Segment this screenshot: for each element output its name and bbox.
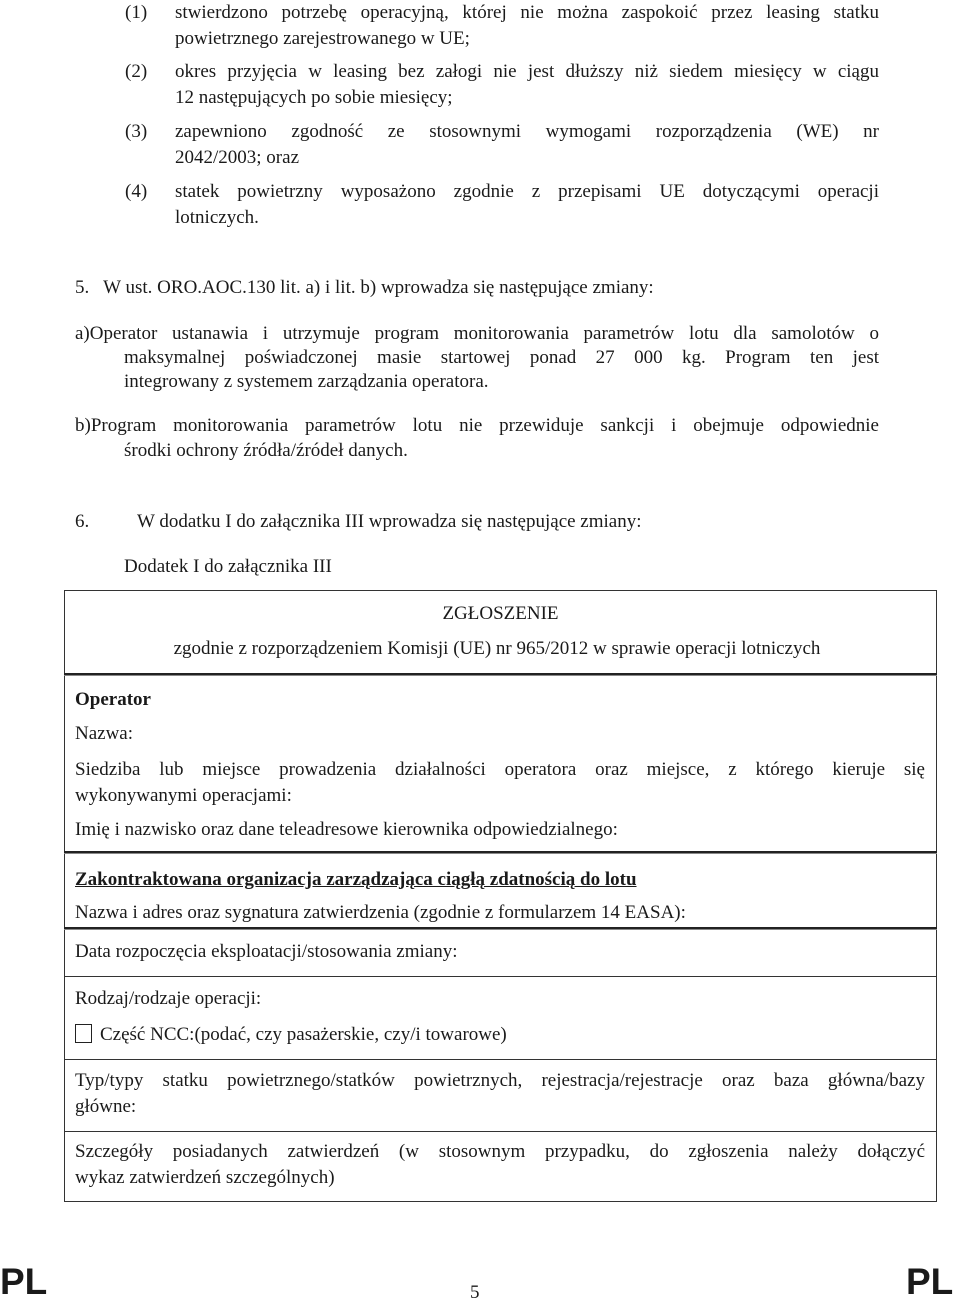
accountable-manager-label: Imię i nazwisko oraz dane teleadresowe kierownika odpowiedzialnego: (75, 819, 618, 840)
list-item-text: statek powietrzny wyposażono zgodnie z przepisami UE dotyczącymi operacji (175, 181, 879, 202)
approvals-label: Szczegóły posiadanych zatwierdzeń (w stosownym przypadku, do zgłoszenia należy dołączyć (75, 1141, 925, 1162)
camo-details-label: Nazwa i adres oraz sygnatura zatwierdzenia (zgodnie z formularzem 14 EASA): (75, 902, 686, 923)
aircraft-info-label: główne: (75, 1096, 137, 1117)
list-item-text: 2042/2003; oraz (175, 147, 300, 168)
list-item-text: okres przyjęcia w leasing bez załogi nie jest dłuższy niż siedem miesięcy w ciągu (175, 61, 879, 82)
operator-seat-label: Siedziba lub miejsce prowadzenia działalności operatora oraz miejsce, z którego kieruje się (75, 759, 925, 780)
page-number: 5 (470, 1282, 480, 1303)
list-item-text: powietrznego zarejestrowanego w UE; (175, 28, 470, 49)
list-item-number: (2) (125, 61, 148, 82)
ncc-checkbox[interactable] (75, 1024, 92, 1043)
form-subtitle: zgodnie z rozporządzeniem Komisji (UE) nr 965/2012 w sprawie operacji lotniczych (173, 638, 821, 659)
section-6-heading: W dodatku I do załącznika III wprowadza się następujące zmiany: (137, 511, 642, 532)
form-divider (64, 673, 937, 675)
list-item-number: (1) (125, 2, 148, 23)
operator-name-label: Nazwa: (75, 723, 134, 744)
start-date-label: Data rozpoczęcia eksploatacji/stosowania zmiany: (75, 941, 458, 962)
operator-seat-label: wykonywanymi operacjami: (75, 785, 292, 806)
form-divider (64, 976, 937, 977)
ncc-option-label: Część NCC:(podać, czy pasażerskie, czy/i towarowe) (100, 1024, 507, 1045)
list-item-text: lotniczych. (175, 207, 259, 228)
approvals-label: wykaz zatwierdzeń szczególnych) (75, 1167, 335, 1188)
language-code-left: PL (0, 1261, 48, 1302)
form-divider (64, 1059, 937, 1060)
camo-heading: Zakontraktowana organizacja zarządzająca ciągłą zdatnością do lotu (75, 869, 637, 890)
form-title: ZGŁOSZENIE (442, 603, 559, 624)
form-divider (64, 1131, 937, 1132)
list-item-text: stwierdzono potrzebę operacyjną, której nie można zaspokoić przez leasing statku (175, 2, 879, 23)
list-item-text: zapewniono zgodność ze stosownymi wymogami rozporządzenia (WE) nr (175, 121, 879, 142)
notification-form (64, 590, 937, 1202)
form-divider (64, 927, 937, 929)
list-item-text: 12 następujących po sobie miesięcy; (175, 87, 453, 108)
operator-heading: Operator (75, 689, 151, 710)
operation-type-label: Rodzaj/rodzaje operacji: (75, 988, 262, 1009)
form-divider (64, 851, 937, 853)
section-5-point-b-line: b)Program monitorowania parametrów lotu nie przewiduje sankcji i obejmuje odpowiednie (75, 415, 879, 436)
language-code-right: PL (906, 1261, 954, 1302)
section-6-number: 6. (75, 511, 90, 532)
section-5-point-a-line: a)Operator ustanawia i utrzymuje program monitorowania parametrów lotu dla samolotów o (75, 323, 879, 344)
section-5-point-a-line: integrowany z systemem zarządzania operatora. (124, 371, 489, 392)
section-5-heading: 5. W ust. ORO.AOC.130 lit. a) i lit. b) wprowadza się następujące zmiany: (75, 277, 654, 298)
list-item-number: (4) (125, 181, 148, 202)
annex-heading: Dodatek I do załącznika III (124, 556, 332, 577)
list-item-number: (3) (125, 121, 148, 142)
section-5-point-a-line: maksymalnej poświadczonej masie startowej ponad 27 000 kg. Program ten jest (124, 347, 879, 368)
section-5-point-b-line: środki ochrony źródła/źródeł danych. (124, 440, 408, 461)
ncc-option[interactable] (75, 1022, 507, 1048)
aircraft-info-label: Typ/typy statku powietrznego/statków powietrznych, rejestracja/rejestracje oraz baza główna/bazy (75, 1070, 925, 1091)
